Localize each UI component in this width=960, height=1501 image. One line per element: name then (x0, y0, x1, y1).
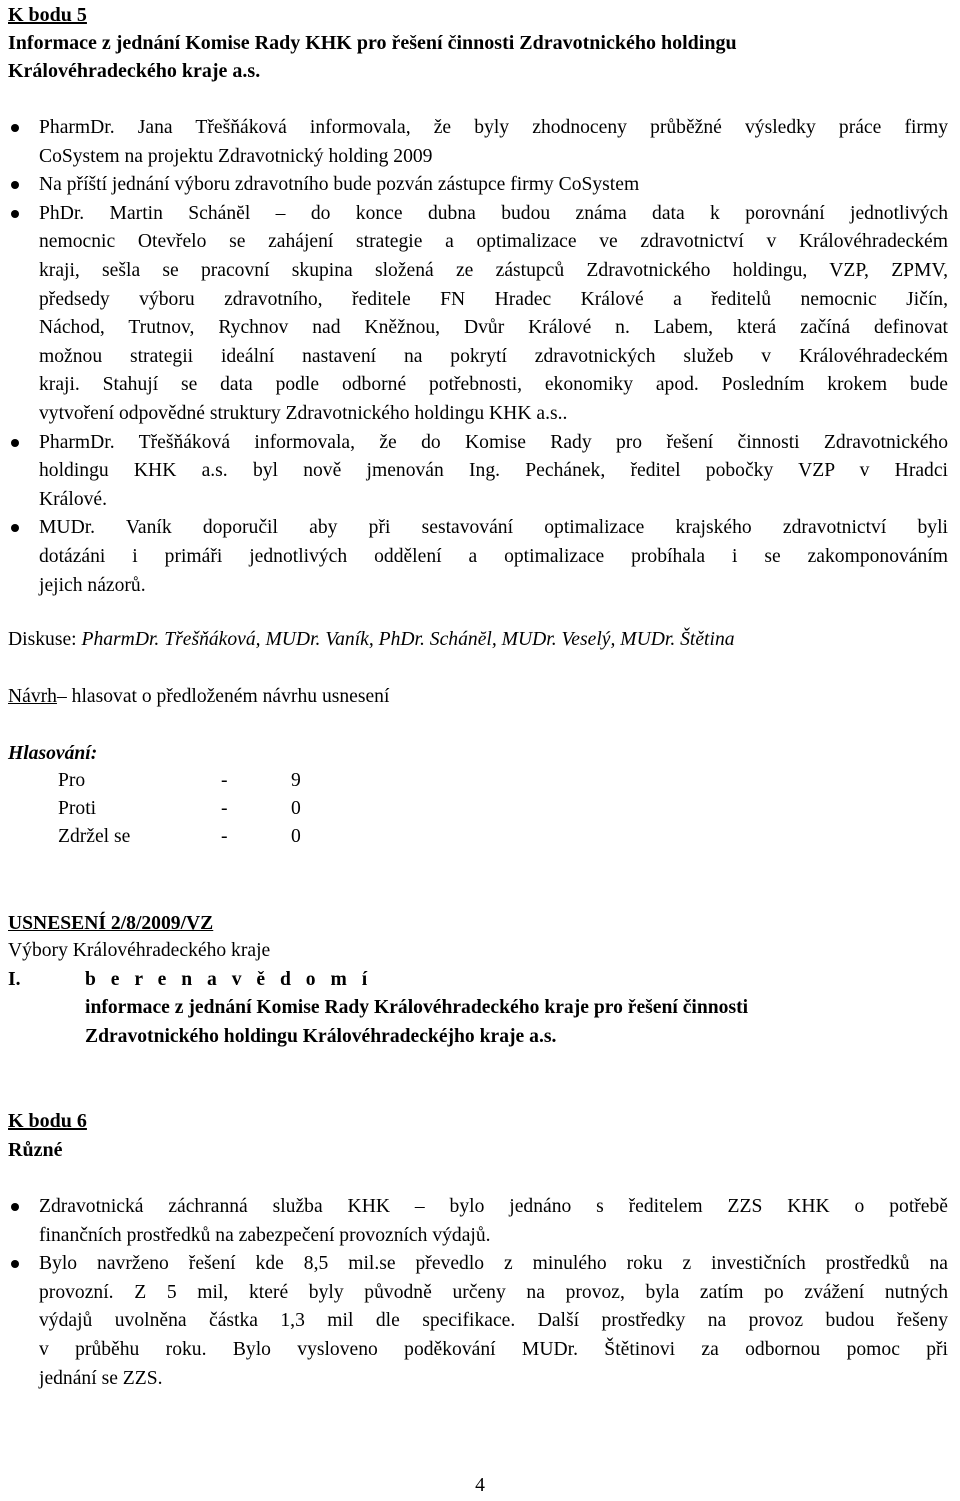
section5-title-line1: Informace z jednání Komise Rady KHK pro řešení činnosti Zdravotnického holdingu (8, 32, 737, 54)
bullet-line: Bylo navrženo řešení kde 8,5 mil.se převedlo z minulého roku z investičních prostředků na (39, 1253, 948, 1275)
resolution-text-line1: informace z jednání Komise Rady Královéhradeckého kraje pro řešení činnosti (85, 997, 749, 1018)
bullet-line: Náchod, Trutnov, Rychnov nad Kněžnou, Dvůr Králové n. Labem, která začíná definovat (39, 317, 948, 339)
vote-dash: - (221, 770, 228, 791)
vote-value: 0 (291, 798, 301, 819)
bullet-line: kraji. Stahují se data podle odborné potřebnosti, ekonomiky apod. Posledním krokem bude (39, 374, 948, 396)
bullet-item (0, 114, 960, 171)
proposal-text: – hlasovat o předloženém návrhu usnesení (56, 686, 390, 707)
section5-title-line2: Královéhradeckého kraje a.s. (8, 60, 261, 82)
bullet-dot-icon (11, 210, 19, 218)
bullet-line: dotázáni i primáři jednotlivých oddělení a optimalizace probíhala i se zakomponováním (39, 545, 948, 567)
vote-label: Zdržel se (58, 826, 131, 847)
bullet-line: CoSystem na projektu Zdravotnický holding 2009 (39, 145, 433, 167)
bullet-line: finančních prostředků na zabezpečení provozních výdajů. (39, 1224, 491, 1246)
bullet-line: nemocnic Otevřelo se zahájení strategie a optimalizace ve zdravotnictví v Královéhradeckém (39, 231, 948, 253)
bullet-line: Králové. (39, 488, 108, 510)
bullet-item (0, 429, 960, 515)
bullet-item (0, 1250, 960, 1393)
vote-row (58, 795, 358, 823)
bullet-line: PharmDr. Jana Třešňáková informovala, že byly zhodnoceny průběžné výsledky práce firmy (39, 117, 948, 138)
vote-value: 0 (291, 826, 301, 847)
bullet-line: předsedy výboru zdravotního, ředitele FN Hradec Králové a ředitelů nemocnic Jičín, (39, 288, 948, 310)
section6-heading: K bodu 6 (8, 1110, 87, 1132)
bullet-line: provozní. Z 5 mil, které byly původně určeny na provoz, byla zatím po zvážení nutných (39, 1281, 948, 1303)
bullet-line: jednání se ZZS. (39, 1367, 163, 1389)
resolution-text-line2: Zdravotnického holdingu Královéhradeckéjho kraje a.s. (85, 1026, 557, 1047)
bullet-line: v průběhu roku. Bylo vysloveno poděkování MUDr. Štětinovi za odbornou pomoc při (39, 1338, 948, 1360)
section6-title: Různé (8, 1139, 63, 1161)
bullet-line: Zdravotnická záchranná služba KHK – bylo jednáno s ředitelem ZZS KHK o potřebě (39, 1196, 948, 1217)
bullet-line: vytvoření odpovědné struktury Zdravotnického holdingu KHK a.s.. (39, 402, 568, 424)
bullet-item (0, 200, 960, 429)
bullet-line: výdajů uvolněna částka 1,3 mil dle specifikace. Další prostředky na provoz budou řešeny (39, 1310, 948, 1332)
vote-row (58, 823, 358, 851)
page-number: 4 (475, 1475, 485, 1496)
vote-label: Proti (58, 798, 97, 819)
bullet-line: jejich názorů. (39, 574, 146, 596)
bullet-dot-icon (11, 439, 19, 447)
proposal-line (8, 683, 389, 712)
bullet-line: kraji, sešla se pracovní skupina složená ze zástupců Zdravotnického holdingu, VZP, ZPMV, (39, 259, 948, 281)
voting-label: Hlasování: (8, 743, 98, 764)
bullet-item (0, 1193, 960, 1250)
section5-heading: K bodu 5 (8, 4, 87, 26)
bullet-line: možnou strategii ideální nastavení na pokrytí zdravotnických služeb v Královéhradeckém (39, 345, 948, 367)
vote-dash: - (221, 798, 228, 819)
bullet-dot-icon (11, 1260, 19, 1268)
resolution-number: I. (8, 969, 21, 990)
bullet-dot-icon (11, 124, 19, 132)
vote-label: Pro (58, 770, 86, 791)
resolution-verb: b e r e n a v ě d o m í (85, 969, 373, 990)
bullet-dot-icon (11, 524, 19, 532)
vote-value: 9 (291, 770, 301, 791)
bullet-line: PhDr. Martin Schánĕl – do konce dubna budou známa data k porovnání jednotlivých (39, 202, 948, 224)
resolution-id: USNESENÍ 2/8/2009/VZ (8, 913, 214, 934)
section6-bullet-list (0, 1193, 960, 1393)
bullet-line: PharmDr. Třešňáková informovala, že do Komise Rady pro řešení činnosti Zdravotnického (39, 431, 948, 453)
proposal-label: Návrh (8, 686, 57, 707)
vote-dash: - (221, 826, 228, 847)
bullet-dot-icon (11, 181, 19, 189)
bullet-line: holdingu KHK a.s. byl nově jmenován Ing. Pechánek, ředitel pobočky VZP v Hradci (39, 460, 948, 482)
discussion-names: PharmDr. Třešňáková, MUDr. Vaník, PhDr. Schánĕl, MUDr. Veselý, MUDr. Štětina (81, 629, 735, 650)
discussion-line (8, 626, 735, 655)
bullet-item (0, 514, 960, 600)
section5-bullet-list (0, 114, 960, 600)
vote-table (58, 767, 358, 851)
vote-row (58, 767, 358, 795)
resolution-body: Výbory Královéhradeckého kraje (8, 940, 271, 961)
bullet-dot-icon (11, 1203, 19, 1211)
bullet-item (0, 171, 960, 200)
bullet-line: Na příští jednání výboru zdravotního bude pozván zástupce firmy CoSystem (39, 174, 640, 196)
bullet-line: MUDr. Vaník doporučil aby při sestavování optimalizace krajského zdravotnictví byli (39, 517, 948, 539)
discussion-label: Diskuse: (8, 629, 82, 650)
